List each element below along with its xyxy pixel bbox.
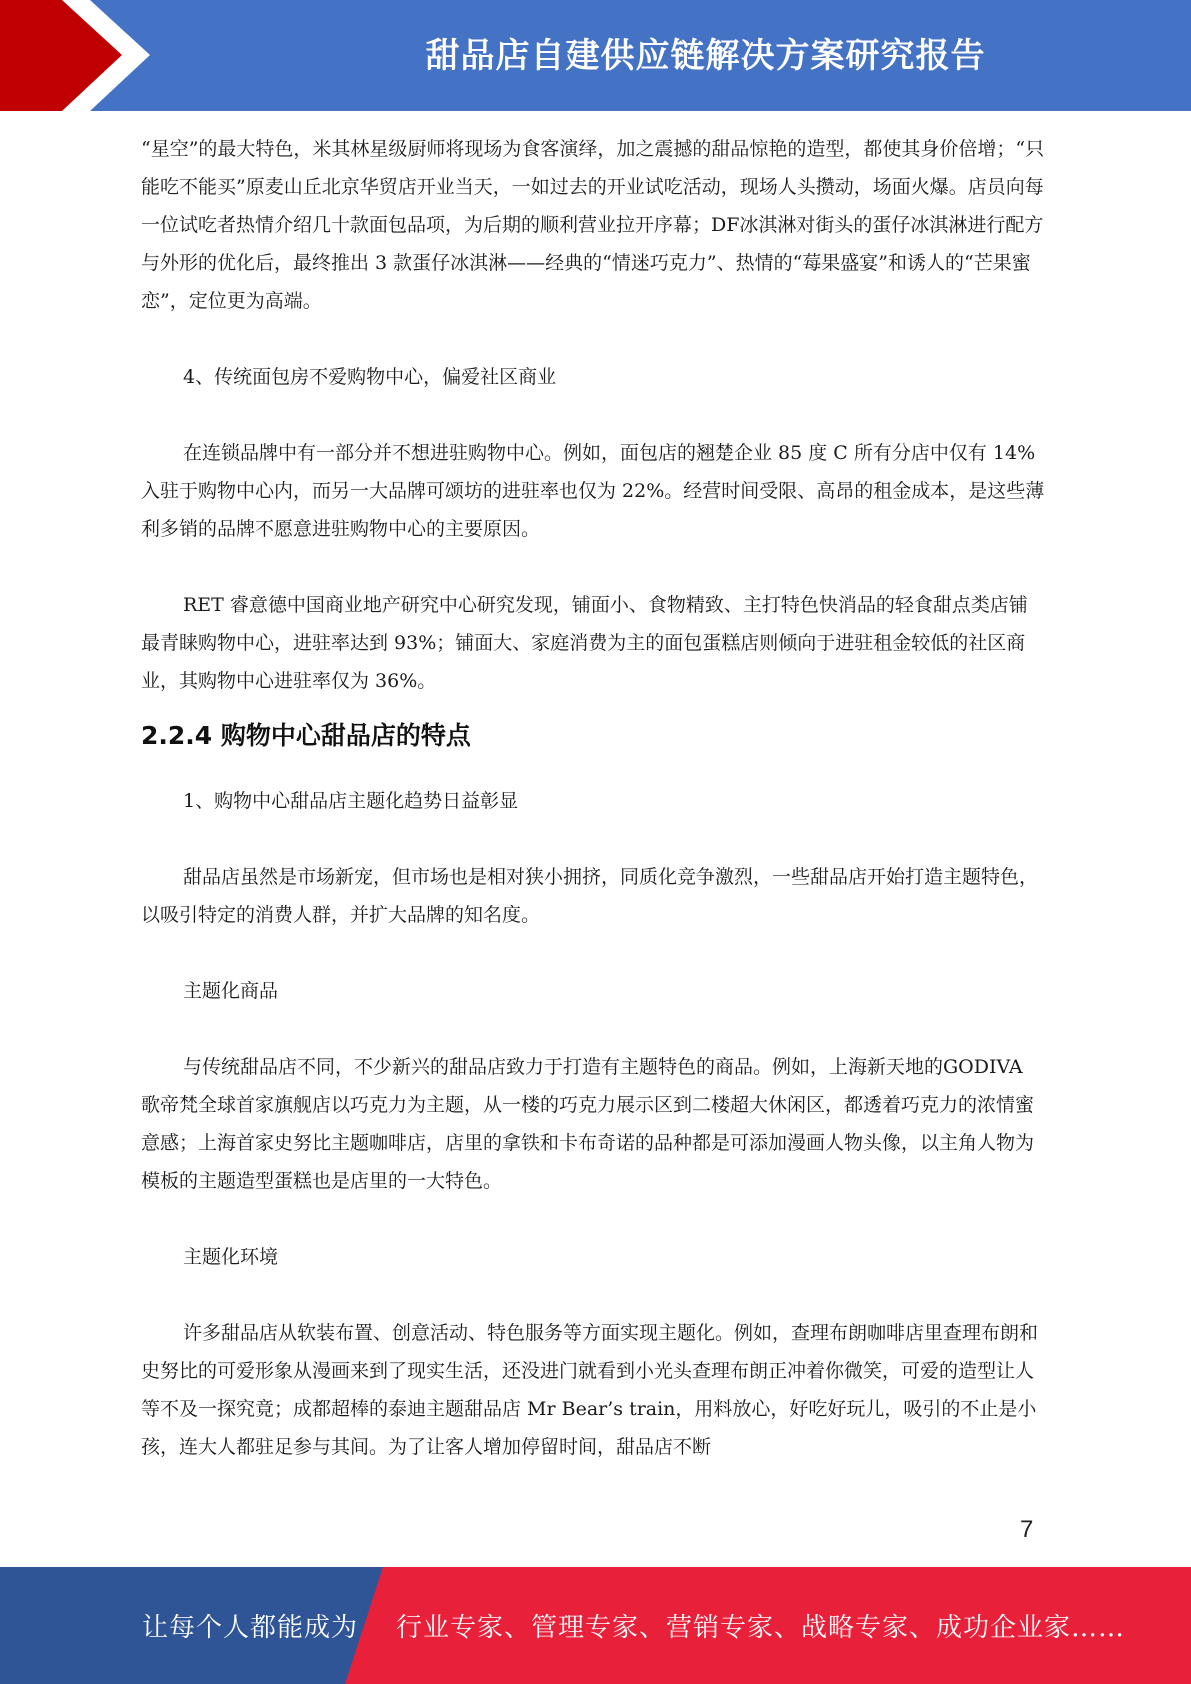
subheading: 主题化环境	[183, 1246, 279, 1268]
footer-slogan-right: 行业专家、管理专家、营销专家、战略专家、成功企业家……	[396, 1613, 1126, 1643]
paragraph: 与传统甜品店不同，不少新兴的甜品店致力于打造有主题特色的商品。例如，上海新天地的GODIVA 歌帝梵全球首家旗舰店以巧克力为主题，从一楼的巧克力展示区到二楼超大休闲区，都透着巧克力的浓情蜜意感；上海首家史努比主题咖啡店，店里的拿铁和卡布奇诺的品种都是可添加漫画人物头像，以主角人物为模板的主题造型蛋糕也是店里的一大特色。	[141, 1056, 1035, 1192]
paragraph: 许多甜品店从软装布置、创意活动、特色服务等方面实现主题化。例如，查理布朗咖啡店里查理布朗和史努比的可爱形象从漫画来到了现实生活，还没进门就看到小光头查理布朗正冲着你微笑，可爱的造型让人等不及一探究竟；成都超棒的泰迪主题甜品店 Mr Bear’s train，用料放心，好吃好玩儿，吸引的不止是小孩，连大人都驻足参与其间。为了让客人增加停留时间，甜品店不断	[141, 1322, 1039, 1458]
page-number: 7	[1020, 1516, 1034, 1543]
section-heading: 2.2.4 购物中心甜品店的特点	[141, 721, 471, 750]
body-content	[141, 130, 1046, 1466]
header-chevron-graphic	[0, 0, 160, 111]
paragraph: “星空”的最大特色，米其林星级厨师将现场为食客演绎，加之震撼的甜品惊艳的造型，都使其身价倍增；“只能吃不能买”原麦山丘北京华贸店开业当天，一如过去的开业试吃活动，现场人头攒动，场面火爆。店员向每一位试吃者热情介绍几十款面包品项，为后期的顺利营业拉开序幕；DF冰淇淋对街头的蛋仔冰淇淋进行配方与外形的优化后，最终推出 3 款蛋仔冰淇淋——经典的“情迷巧克力”、热情的“莓果盛宴”和诱人的“芒果蜜恋”，定位更为高端。	[141, 138, 1045, 312]
subheading: 主题化商品	[183, 980, 279, 1002]
paragraph: 甜品店虽然是市场新宠，但市场也是相对狭小拥挤，同质化竞争激烈，一些甜品店开始打造主题特色，以吸引特定的消费人群，并扩大品牌的知名度。	[141, 866, 1039, 926]
page-footer	[0, 1567, 1191, 1684]
subheading: 1、购物中心甜品店主题化趋势日益彰显	[183, 790, 519, 812]
footer-slogan-left: 让每个人都能成为	[142, 1613, 359, 1643]
page-header	[0, 0, 1191, 111]
paragraph: 在连锁品牌中有一部分并不想进驻购物中心。例如，面包店的翘楚企业 85 度 C 所有分店中仅有 14%入驻于购物中心内，而另一大品牌可颂坊的进驻率也仅为 22%。经营时间受限、高昂的租金成本，是这些薄利多销的品牌不愿意进驻购物中心的主要原因。	[141, 442, 1045, 540]
report-title: 甜品店自建供应链解决方案研究报告	[425, 36, 986, 76]
paragraph: RET 睿意德中国商业地产研究中心研究发现，铺面小、食物精致、主打特色快消品的轻食甜点类店铺最青睐购物中心，进驻率达到 93%；铺面大、家庭消费为主的面包蛋糕店则倾向于进驻租金较低的社区商业，其购物中心进驻率仅为 36%。	[141, 594, 1028, 692]
subheading: 4、传统面包房不爱购物中心，偏爱社区商业	[183, 366, 557, 388]
